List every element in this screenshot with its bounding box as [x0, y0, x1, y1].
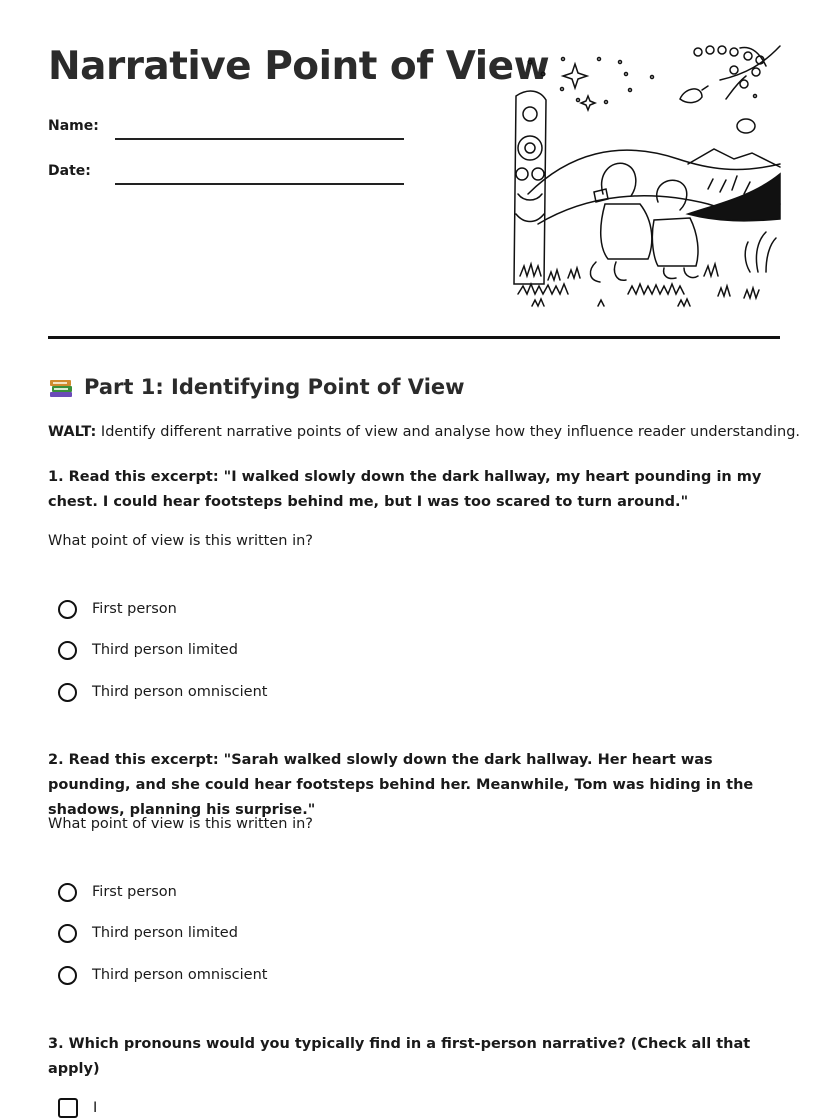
option-label: Third person limited: [92, 925, 238, 941]
name-label: Name:: [48, 118, 99, 134]
question-2-text: 2. Read this excerpt: "Sarah walked slowly down the dark hallway. Her heart was pounding, and she could hear footsteps behind her. Meanwhile, Tom was hiding in the shadows, planning his surprise.": [48, 752, 754, 818]
option-label: Third person omniscient: [92, 684, 268, 700]
option-label: I: [93, 1100, 98, 1116]
part-1-heading: [48, 375, 465, 399]
section-divider: [48, 336, 780, 339]
question-1-prompt: What point of view is this written in?: [48, 533, 313, 549]
walt-statement: [48, 424, 800, 440]
q2-option-third-limited[interactable]: [58, 921, 238, 945]
question-3-text: 3. Which pronouns would you typically find in a first-person narrative? (Check all that apply): [48, 1036, 751, 1077]
option-label: First person: [92, 601, 177, 617]
walt-text: Identify different narrative points of view and analyse how they influence reader understanding.: [96, 424, 801, 440]
q2-option-third-omniscient[interactable]: [58, 963, 267, 987]
radio-button[interactable]: [58, 924, 77, 943]
books-icon: [48, 375, 74, 399]
q3-option-i[interactable]: [58, 1096, 97, 1120]
radio-button[interactable]: [58, 641, 77, 660]
radio-button[interactable]: [58, 683, 77, 702]
question-2-prompt: What point of view is this written in?: [48, 816, 313, 832]
radio-button[interactable]: [58, 883, 77, 902]
page-title: Narrative Point of View: [48, 44, 550, 89]
question-1-text: 1. Read this excerpt: "I walked slowly down the dark hallway, my heart pounding in my chest. I could hear footsteps behind me, but I was too scared to turn around.": [48, 469, 762, 510]
checkbox[interactable]: [58, 1098, 78, 1118]
q1-option-third-limited[interactable]: [58, 638, 238, 662]
radio-button[interactable]: [58, 600, 77, 619]
option-label: Third person limited: [92, 642, 238, 658]
option-label: Third person omniscient: [92, 967, 268, 983]
stargazing-illustration: [508, 44, 782, 310]
date-label: Date:: [48, 163, 91, 179]
q1-option-first-person[interactable]: [58, 597, 177, 621]
date-field[interactable]: [115, 183, 404, 185]
name-field[interactable]: [115, 138, 404, 140]
q2-option-first-person[interactable]: [58, 880, 177, 904]
q1-option-third-omniscient[interactable]: [58, 680, 267, 704]
part-1-heading-text: Part 1: Identifying Point of View: [84, 375, 465, 399]
option-label: First person: [92, 884, 177, 900]
radio-button[interactable]: [58, 966, 77, 985]
walt-label: WALT:: [48, 424, 97, 440]
